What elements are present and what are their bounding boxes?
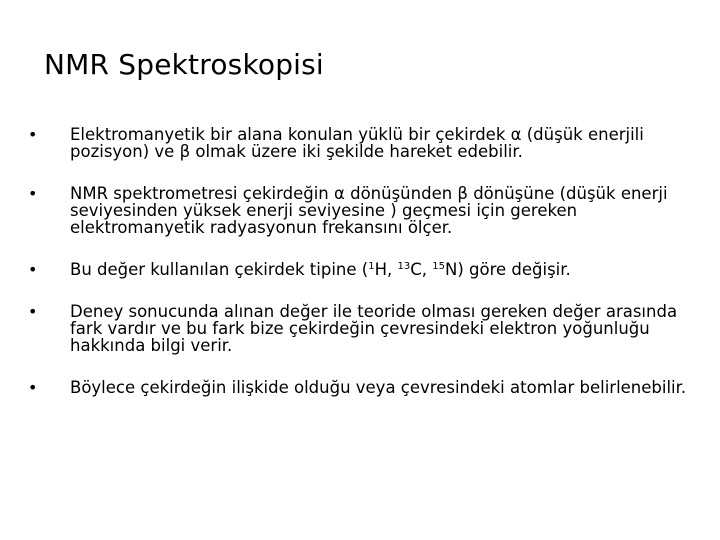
bullet-list bbox=[28, 126, 688, 421]
bullet-text: Deney sonucunda alınan değer ile teoride olması gereken değer arasında fark vardır ve bu fark bize çekirdeğin çevresindeki elektron yoğunluğu hakkında bilgi verir. bbox=[70, 302, 678, 355]
bullet-item bbox=[28, 303, 688, 354]
bullet-text bbox=[70, 260, 571, 279]
slide-title: NMR Spektroskopisi bbox=[44, 48, 324, 81]
isotope-mass-number: 15 bbox=[432, 261, 445, 272]
bullet-icon: • bbox=[28, 302, 38, 321]
bullet-text: Böylece çekirdeğin ilişkide olduğu veya çevresindeki atomlar belirlenebilir. bbox=[70, 378, 687, 397]
bullet-item bbox=[28, 261, 688, 278]
bullet-item bbox=[28, 379, 688, 396]
isotope-mass-number: 1 bbox=[368, 261, 375, 272]
isotope-symbol: H, bbox=[374, 260, 398, 279]
isotope-symbol: N) göre değişir. bbox=[444, 260, 571, 279]
bullet-icon: • bbox=[28, 184, 38, 203]
bullet-text: NMR spektrometresi çekirdeğin α dönüşünden β dönüşüne (düşük enerji seviyesinden yüksek enerji seviyesine ) geçmesi için gereken elektromanyetik radyasyonun frekansını ölçer. bbox=[70, 184, 668, 237]
bullet-icon: • bbox=[28, 260, 38, 279]
bullet-item bbox=[28, 185, 688, 236]
bullet-text: Elektromanyetik bir alana konulan yüklü bir çekirdek α (düşük enerjili pozisyon) ve β olmak üzere iki şekilde hareket edebilir. bbox=[70, 125, 644, 161]
bullet-text-segment: Bu değer kullanılan çekirdek tipine ( bbox=[70, 260, 369, 279]
isotope-symbol: C, bbox=[410, 260, 433, 279]
bullet-item bbox=[28, 126, 688, 160]
bullet-icon: • bbox=[28, 125, 38, 144]
isotope-mass-number: 13 bbox=[397, 261, 411, 272]
bullet-icon: • bbox=[28, 378, 38, 397]
